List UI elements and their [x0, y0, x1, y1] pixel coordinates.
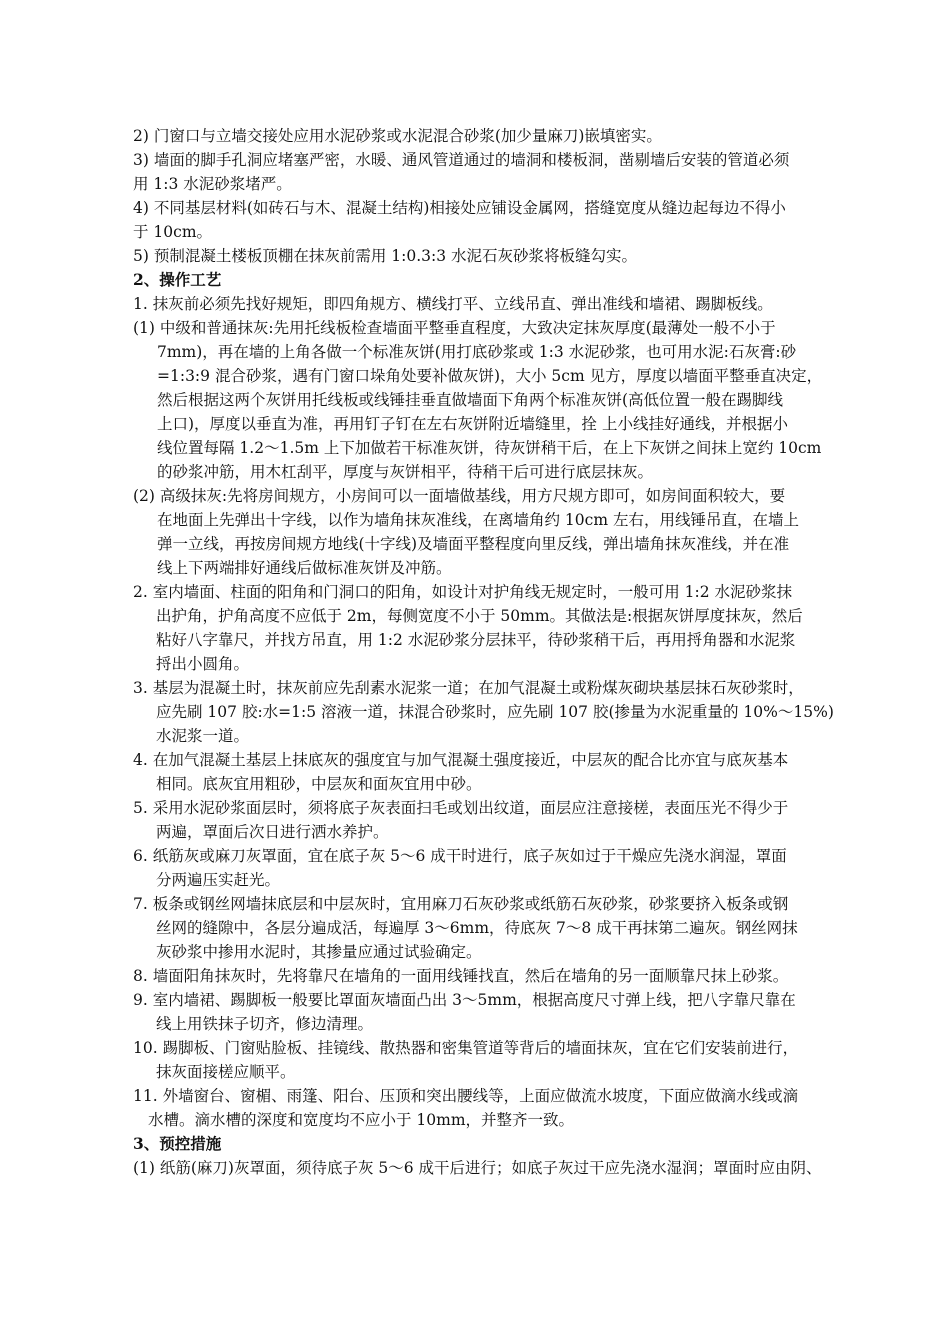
text-line: =1:3:9 混合砂浆，遇有门窗口垛角处要补做灰饼)，大小 5cm 见方，厚度以墙面平整垂直决定，: [157, 367, 823, 385]
text-line: 8. 墙面阳角抹灰时，先将靠尺在墙角的一面用线锤找直，然后在墙角的另一面顺靠尺抹上砂浆。: [133, 967, 789, 985]
text-line: 2) 门窗口与立墙交接处应用水泥砂浆或水泥混合砂浆(加少量麻刀)嵌填密实。: [133, 127, 662, 145]
document-body: [133, 124, 858, 1180]
section-heading: 2、操作工艺: [133, 270, 222, 289]
text-line: 7mm)，再在墙的上角各做一个标准灰饼(用打底砂浆或 1:3 水泥砂浆，也可用水泥:石灰膏:砂: [157, 343, 797, 361]
text-line: 水泥浆一道。: [156, 727, 250, 745]
text-line: 弹一立线，再按房间规方地线(十字线)及墙面平整程度向里反线，弹出墙角抹灰准线，并在准: [157, 535, 790, 553]
text-line: 7. 板条或钢丝网墙抹底层和中层灰时，宜用麻刀石灰砂浆或纸筋石灰砂浆，砂浆要挤入板条或钢: [133, 895, 789, 913]
text-line: 的砂浆冲筋，用木杠刮平，厚度与灰饼相平，待稍干后可进行底层抹灰。: [157, 463, 654, 481]
text-line: 5. 采用水泥砂浆面层时，须将底子灰表面扫毛或划出纹道，面层应注意接槎，表面压光不得少于: [133, 799, 789, 817]
text-line: 6. 纸筋灰或麻刀灰罩面，宜在底子灰 5～6 成干时进行，底子灰如过于干燥应先浇水润湿，罩面: [133, 847, 787, 865]
text-line: 出护角，护角高度不应低于 2m，每侧宽度不小于 50mm。其做法是:根据灰饼厚度抹灰，然后: [156, 607, 803, 625]
text-line: 上口)，厚度以垂直为准，再用钉子钉在左右灰饼附近墙缝里，拴 上小线挂好通线，并根据小: [157, 415, 788, 433]
text-line: 线位置每隔 1.2～1.5m 上下加做若干标准灰饼，待灰饼稍干后，在上下灰饼之间抹上宽约 10cm: [157, 439, 822, 457]
text-line: 分两遍压实赶光。: [156, 871, 281, 889]
text-line: 4. 在加气混凝土基层上抹底灰的强度宜与加气混凝土强度接近，中层灰的配合比亦宜与底灰基本: [133, 751, 789, 769]
text-line: 捋出小圆角。: [156, 655, 250, 673]
text-line: 1. 抹灰前必须先找好规矩，即四角规方、横线打平、立线吊直、弹出准线和墙裙、踢脚板线。: [133, 295, 773, 313]
text-line: 于 10cm。: [133, 223, 213, 241]
text-line: 粘好八字靠尺，并找方吊直，用 1:2 水泥砂浆分层抹平，待砂浆稍干后，再用捋角器和水泥浆: [156, 631, 796, 649]
text-line: (2) 高级抹灰:先将房间规方，小房间可以一面墙做基线，用方尺规方即可，如房间面积较大，要: [133, 487, 786, 505]
text-line: 线上下两端排好通线后做标准灰饼及冲筋。: [157, 559, 452, 577]
text-line: 3. 基层为混凝土时，抹灰前应先刮素水泥浆一道；在加气混凝土或粉煤灰砌块基层抹石灰砂浆时，: [133, 679, 804, 697]
text-line: 5) 预制混凝土楼板顶棚在抹灰前需用 1:0.3:3 水泥石灰砂浆将板缝勾实。: [133, 247, 638, 265]
section-heading: 3、预控措施: [133, 1134, 222, 1153]
text-line: 丝网的缝隙中，各层分遍成活，每遍厚 3～6mm，待底灰 7～8 成干再抹第二遍灰。钢丝网抹: [156, 919, 798, 937]
text-line: 用 1:3 水泥砂浆堵严。: [133, 175, 292, 193]
text-line: 应先刷 107 胶:水=1:5 溶液一道，抹混合砂浆时，应先刷 107 胶(掺量为水泥重量的 10%～15%): [156, 703, 834, 721]
text-line: (1) 中级和普通抹灰:先用托线板检查墙面平整垂直程度，大致决定抹灰厚度(最薄处一般不小于: [133, 319, 776, 337]
text-line: 在地面上先弹出十字线，以作为墙角抹灰准线，在离墙角约 10cm 左右，用线锤吊直，在墙上: [157, 511, 799, 529]
text-line: 11. 外墙窗台、窗楣、雨篷、阳台、压顶和突出腰线等，上面应做流水坡度，下面应做滴水线或滴: [133, 1087, 799, 1105]
text-line: 2. 室内墙面、柱面的阳角和门洞口的阳角，如设计对护角线无规定时，一般可用 1:2 水泥砂浆抹: [133, 583, 793, 601]
text-line: 4) 不同基层材料(如砖石与木、混凝土结构)相接处应铺设金属网，搭缝宽度从缝边起每边不得小: [133, 199, 786, 217]
text-line: 然后根据这两个灰饼用托线板或线锤挂垂直做墙面下角两个标准灰饼(高低位置一般在踢脚线: [157, 391, 784, 409]
text-line: 9. 室内墙裙、踢脚板一般要比罩面灰墙面凸出 3～5mm，根据高度尺寸弹上线，把八字靠尺靠在: [133, 991, 796, 1009]
text-line: 10. 踢脚板、门窗贴脸板、挂镜线、散热器和密集管道等背后的墙面抹灰，宜在它们安装前进行，: [133, 1039, 799, 1057]
text-line: 相同。底灰宜用粗砂，中层灰和面灰宜用中砂。: [156, 775, 482, 793]
text-line: 线上用铁抹子切齐，修边清理。: [156, 1015, 374, 1033]
text-line: 3) 墙面的脚手孔洞应堵塞严密，水暖、通风管道通过的墙洞和楼板洞，凿剔墙后安装的管道必须: [133, 151, 790, 169]
text-line: 两遍，罩面后次日进行洒水养护。: [156, 823, 389, 841]
text-line: 抹灰面接槎应顺平。: [156, 1063, 296, 1081]
text-line: 水槽。滴水槽的深度和宽度均不应小于 10mm，并整齐一致。: [148, 1111, 575, 1129]
text-line: 灰砂浆中掺用水泥时，其掺量应通过试验确定。: [156, 943, 482, 961]
text-line: (1) 纸筋(麻刀)灰罩面，须待底子灰 5～6 成干后进行；如底子灰过干应先浇水湿润；罩面时应由阴、: [133, 1159, 822, 1177]
